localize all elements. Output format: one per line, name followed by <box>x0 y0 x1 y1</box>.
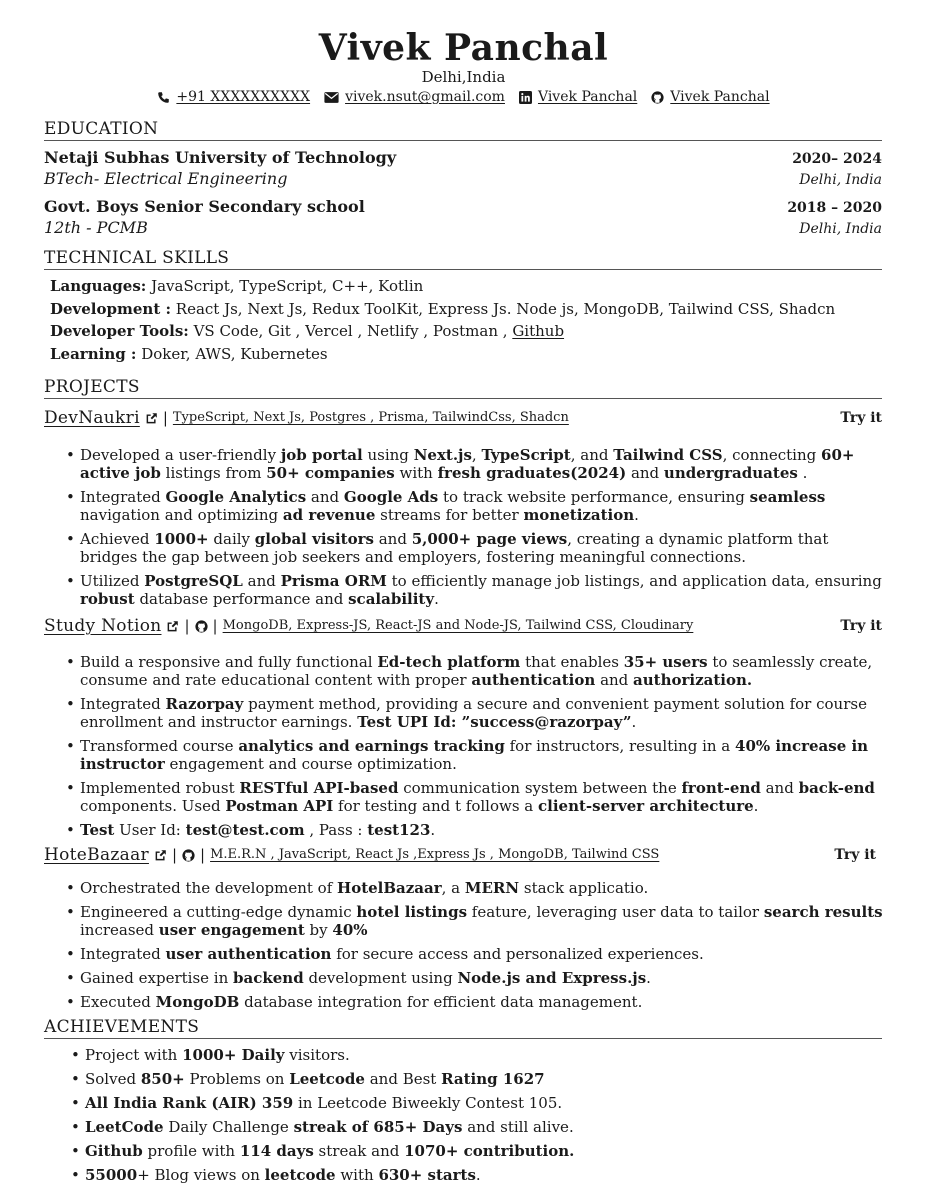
skill-value: Doker, AWS, Kubernetes <box>136 345 328 363</box>
bullet-text: Build a responsive and fully functional <box>80 653 378 671</box>
bullet-bold-text: analytics and earnings tracking <box>238 737 505 755</box>
bullet-bold-text: authorization. <box>633 671 753 689</box>
project-bullets <box>80 653 890 845</box>
phone-icon <box>157 91 170 104</box>
bullet-text: profile with <box>142 1142 240 1160</box>
bullet-text: that enables <box>520 653 624 671</box>
bullet-bold-text: 35+ users <box>623 653 708 671</box>
bullet-text: , connecting <box>722 446 822 464</box>
bullet-bold-text: Google Analytics <box>165 488 307 506</box>
bullet-text: , and <box>570 446 614 464</box>
achievement-list <box>85 1046 895 1190</box>
bullet-text: . <box>434 590 439 608</box>
bullet-text: and Best <box>364 1070 442 1088</box>
bullet-text: with <box>335 1166 379 1184</box>
bullet-item <box>85 1118 895 1136</box>
bullet-text: to track website performance, ensuring <box>438 488 750 506</box>
school-name: Netaji Subhas University of Technology <box>44 148 397 167</box>
degree: BTech- Electrical Engineering <box>44 169 288 188</box>
bullet-bold-text: monetization <box>523 506 635 524</box>
project-tech: TypeScript, Next Js, Postgres , Prisma, TailwindCss, Shadcn <box>172 410 569 425</box>
github-skill-link[interactable]: Github <box>512 322 565 340</box>
bullet-text: for testing and t follows a <box>333 797 539 815</box>
separator: | <box>212 617 218 635</box>
bullet-text: Daily Challenge <box>163 1118 294 1136</box>
bullet-bold-text: MongoDB <box>155 993 240 1011</box>
bullet-text: visitors. <box>284 1046 350 1064</box>
bullet-text: . <box>646 969 651 987</box>
external-link-icon[interactable] <box>145 412 158 425</box>
bullet-text: for instructors, resulting in a <box>504 737 736 755</box>
bullet-text: + Blog views on <box>137 1166 265 1184</box>
bullet-text: for secure access and personalized experiences. <box>331 945 704 963</box>
bullet-bold-text: back-end <box>798 779 875 797</box>
bullet-text: stack applicatio. <box>519 879 649 897</box>
education-heading: EDUCATION <box>44 119 882 141</box>
bullet-text: Utilized <box>80 572 145 590</box>
bullet-text: . <box>753 797 759 815</box>
bullet-item <box>80 969 890 987</box>
project-bullets <box>80 446 890 614</box>
bullet-item <box>80 572 890 608</box>
bullet-text: and <box>242 572 281 590</box>
school-dates: 2018 – 2020 <box>787 200 882 216</box>
bullet-bold-text: scalability <box>348 590 435 608</box>
bullet-text: Developed a user-friendly <box>80 446 281 464</box>
project-name-link[interactable]: Study Notion <box>44 616 162 636</box>
bullet-bold-text: HotelBazaar <box>337 879 442 897</box>
bullet-bold-text: 1000+ <box>154 530 209 548</box>
skill-value: VS Code, Git , Vercel , Netlify , Postman , <box>188 322 513 340</box>
school-place: Delhi, India <box>799 172 882 188</box>
linkedin-icon <box>519 91 532 104</box>
bullet-text: and <box>626 464 664 482</box>
bullet-text: Problems on <box>184 1070 290 1088</box>
bullet-item <box>80 653 890 689</box>
bullet-bold-text: 50+ companies <box>266 464 395 482</box>
bullet-bold-text: Tailwind CSS <box>613 446 723 464</box>
bullet-text: to seamlessly create, consume and rate educational content with proper <box>80 653 873 689</box>
bullet-text: , Pass : <box>304 821 368 839</box>
bullet-bold-text: 40% <box>332 921 368 939</box>
bullet-bold-text: 1070+ contribution. <box>404 1142 575 1160</box>
bullet-bold-text: 40% increase in instructor <box>80 737 869 773</box>
bullet-text: Orchestrated the development of <box>80 879 338 897</box>
bullet-bold-text: 60+ active job <box>80 446 855 482</box>
bullet-bold-text: Leetcode <box>289 1070 365 1088</box>
bullet-item <box>80 903 890 939</box>
bullet-bold-text: leetcode <box>264 1166 336 1184</box>
education-detail-1 <box>44 170 882 189</box>
bullet-item <box>80 945 890 963</box>
bullet-text: increased <box>80 921 159 939</box>
phone-link[interactable]: +91 XXXXXXXXXX <box>176 89 311 105</box>
bullet-text: User Id: <box>114 821 186 839</box>
candidate-name: Vivek Panchal <box>318 27 609 69</box>
bullet-text: , creating a dynamic platform that bridges the gap between job seekers and employers, fostering meaningful connections. <box>80 530 829 566</box>
bullet-item <box>85 1166 895 1184</box>
contact-email[interactable] <box>324 88 505 106</box>
bullet-text: navigation and optimizing <box>80 506 283 524</box>
bullet-text: Implemented robust <box>80 779 240 797</box>
separator: | <box>184 617 190 635</box>
contact-linkedin[interactable] <box>519 88 637 106</box>
bullet-bold-text: test123 <box>367 821 431 839</box>
bullet-bold-text: Test <box>80 821 115 839</box>
bullet-text: Solved <box>85 1070 141 1088</box>
bullet-bold-text: authentication <box>471 671 596 689</box>
bullet-text: Gained expertise in <box>80 969 234 987</box>
bullet-bold-text: 5,000+ page views <box>411 530 568 548</box>
bullet-bold-text: robust <box>80 590 135 608</box>
bullet-item <box>80 879 890 897</box>
bullet-bold-text: PostgreSQL <box>144 572 243 590</box>
bullet-text: development using <box>303 969 458 987</box>
bullet-item <box>80 488 890 524</box>
bullet-text: engagement and course optimization. <box>164 755 457 773</box>
github-icon <box>651 91 664 104</box>
bullet-text: Integrated <box>80 488 166 506</box>
bullet-bold-text: front-end <box>681 779 761 797</box>
external-link-icon[interactable] <box>166 620 179 633</box>
bullet-text: streams for better <box>375 506 524 524</box>
bullet-bold-text: Razorpay <box>165 695 244 713</box>
bullet-item <box>80 993 890 1011</box>
bullet-text: communication system between the <box>398 779 682 797</box>
projects-heading: PROJECTS <box>44 377 882 399</box>
bullet-text: daily <box>208 530 255 548</box>
bullet-text: Engineered a cutting-edge dynamic <box>80 903 357 921</box>
bullet-text: Project with <box>85 1046 183 1064</box>
skill-label: Learning : <box>50 345 137 363</box>
contact-bar <box>0 88 927 106</box>
bullet-bold-text: Node.js and Express.js <box>457 969 647 987</box>
bullet-bold-text: user authentication <box>165 945 332 963</box>
bullet-bold-text: Postman API <box>225 797 334 815</box>
bullet-text: . <box>797 464 808 482</box>
contact-github[interactable] <box>651 88 769 106</box>
try-it-link[interactable]: Try it <box>840 618 882 634</box>
bullet-text: . <box>475 1166 481 1184</box>
project-header-hotebazaar <box>44 846 876 864</box>
education-detail-2 <box>44 219 882 238</box>
skill-tools <box>50 322 880 340</box>
separator: | <box>171 846 177 864</box>
achievements-heading: ACHIEVEMENTS <box>44 1017 882 1039</box>
bullet-item <box>80 737 890 773</box>
bullet-bold-text: Github <box>85 1142 143 1160</box>
bullet-item <box>80 695 890 731</box>
bullet-text: listings from <box>160 464 267 482</box>
bullet-bold-text: RESTful API-based <box>239 779 399 797</box>
separator: | <box>200 846 206 864</box>
bullet-text: by <box>304 921 333 939</box>
bullet-text: using <box>362 446 414 464</box>
project-bullets <box>80 879 890 1017</box>
bullet-bold-text: ad revenue <box>282 506 376 524</box>
bullet-item <box>80 821 890 839</box>
bullet-bold-text: 1000+ Daily <box>182 1046 285 1064</box>
bullet-bold-text: All India Rank (AIR) 359 <box>85 1094 294 1112</box>
bullet-bold-text: 55000 <box>85 1166 138 1184</box>
project-header-study-notion <box>44 617 882 635</box>
try-it-link[interactable]: Try it <box>840 410 882 426</box>
candidate-location: Delhi,India <box>421 68 506 86</box>
bullet-text: and <box>373 530 412 548</box>
bullet-item <box>80 446 890 482</box>
bullet-item <box>85 1142 895 1160</box>
bullet-text: , <box>471 446 482 464</box>
bullet-bold-text: Google Ads <box>343 488 439 506</box>
bullet-text: . <box>631 713 637 731</box>
bullet-text: . <box>634 506 639 524</box>
bullet-text: and still alive. <box>462 1118 574 1136</box>
bullet-text: Transformed course <box>80 737 239 755</box>
project-name-link[interactable]: DevNaukri <box>44 408 140 428</box>
bullet-bold-text: streak of 685+ Days <box>293 1118 463 1136</box>
linkedin-link[interactable]: Vivek Panchal <box>537 89 638 105</box>
project-header-devnaukri <box>44 409 882 427</box>
bullet-text: in Leetcode Biweekly Contest 105. <box>293 1094 563 1112</box>
degree: 12th - PCMB <box>44 218 148 237</box>
school-name: Govt. Boys Senior Secondary school <box>44 197 365 216</box>
github-icon[interactable] <box>182 849 195 862</box>
bullet-bold-text: Ed-tech platform <box>377 653 521 671</box>
bullet-text: Integrated <box>80 695 166 713</box>
envelope-icon <box>324 91 339 104</box>
bullet-text: and <box>306 488 344 506</box>
bullet-text: database performance and <box>134 590 349 608</box>
bullet-bold-text: Prisma ORM <box>280 572 387 590</box>
project-tech: MongoDB, Express-JS, React-JS and Node-JS, Tailwind CSS, Cloudinary <box>222 618 694 633</box>
bullet-text: to efficiently manage job listings, and application data, ensuring <box>386 572 882 590</box>
bullet-bold-text: global visitors <box>254 530 374 548</box>
project-tech: M.E.R.N , JavaScript, React Js ,Express Js , MongoDB, Tailwind CSS <box>210 847 660 862</box>
bullet-bold-text: test@test.com <box>185 821 305 839</box>
bullet-text: feature, leveraging user data to tailor <box>467 903 764 921</box>
bullet-bold-text: job portal <box>280 446 363 464</box>
bullet-bold-text: 630+ starts <box>378 1166 476 1184</box>
skill-label: Languages: <box>50 277 147 295</box>
bullet-bold-text: fresh graduates(2024) <box>437 464 627 482</box>
github-link[interactable]: Vivek Panchal <box>670 89 770 105</box>
bullet-text: and <box>760 779 799 797</box>
try-it-link[interactable]: Try it <box>834 847 876 863</box>
bullet-item <box>85 1094 895 1112</box>
bullet-bold-text: 114 days <box>239 1142 314 1160</box>
email-link[interactable]: vivek.nsut@gmail.com <box>345 89 505 105</box>
project-name-link[interactable]: HoteBazaar <box>44 845 149 865</box>
bullet-text: with <box>394 464 438 482</box>
bullet-bold-text: client-server architecture <box>538 797 754 815</box>
bullet-bold-text: Next.js <box>413 446 472 464</box>
education-row-2 <box>44 198 882 217</box>
education-row-1 <box>44 149 882 168</box>
skills-heading: TECHNICAL SKILLS <box>44 248 882 270</box>
bullet-item <box>85 1046 895 1064</box>
bullet-bold-text: Rating 1627 <box>441 1070 545 1088</box>
resume-header <box>0 28 927 106</box>
skill-learning <box>50 345 880 363</box>
skill-value: JavaScript, TypeScript, C++, Kotlin <box>146 277 424 295</box>
bullet-text: Executed <box>80 993 156 1011</box>
skill-languages <box>50 277 880 295</box>
bullet-text: . <box>430 821 436 839</box>
bullet-bold-text: TypeScript <box>481 446 571 464</box>
separator: | <box>162 409 168 427</box>
bullet-text: , a <box>441 879 465 897</box>
bullet-bold-text: LeetCode <box>85 1118 164 1136</box>
school-place: Delhi, India <box>799 221 882 237</box>
bullet-text: payment method, providing a secure and convenient payment solution for course enrollment and instructor earnings. <box>80 695 867 731</box>
external-link-icon[interactable] <box>154 849 167 862</box>
school-dates: 2020– 2024 <box>792 151 882 167</box>
skill-value: React Js, Next Js, Redux ToolKit, Express Js. Node js, MongoDB, Tailwind CSS, Shadcn <box>171 300 836 318</box>
bullet-bold-text: search results <box>763 903 883 921</box>
bullet-item <box>80 530 890 566</box>
bullet-item <box>85 1070 895 1088</box>
bullet-bold-text: Test UPI Id: ”success@razorpay” <box>357 713 632 731</box>
bullet-text: Integrated <box>80 945 166 963</box>
bullet-bold-text: undergraduates <box>663 464 798 482</box>
bullet-bold-text: seamless <box>749 488 826 506</box>
github-icon[interactable] <box>195 620 208 633</box>
skill-label: Development : <box>50 300 172 318</box>
bullet-bold-text: 850+ <box>140 1070 185 1088</box>
bullet-text: Achieved <box>80 530 155 548</box>
bullet-item <box>80 779 890 815</box>
bullet-bold-text: backend <box>233 969 304 987</box>
contact-phone[interactable] <box>157 88 310 106</box>
bullet-text: and <box>595 671 634 689</box>
bullet-bold-text: hotel listings <box>356 903 468 921</box>
bullet-bold-text: MERN <box>464 879 520 897</box>
bullet-bold-text: user engagement <box>158 921 305 939</box>
bullet-text: database integration for efficient data management. <box>239 993 643 1011</box>
bullet-text: streak and <box>313 1142 405 1160</box>
skill-label: Developer Tools: <box>50 322 189 340</box>
skill-development <box>50 300 880 318</box>
bullet-text: components. Used <box>80 797 226 815</box>
